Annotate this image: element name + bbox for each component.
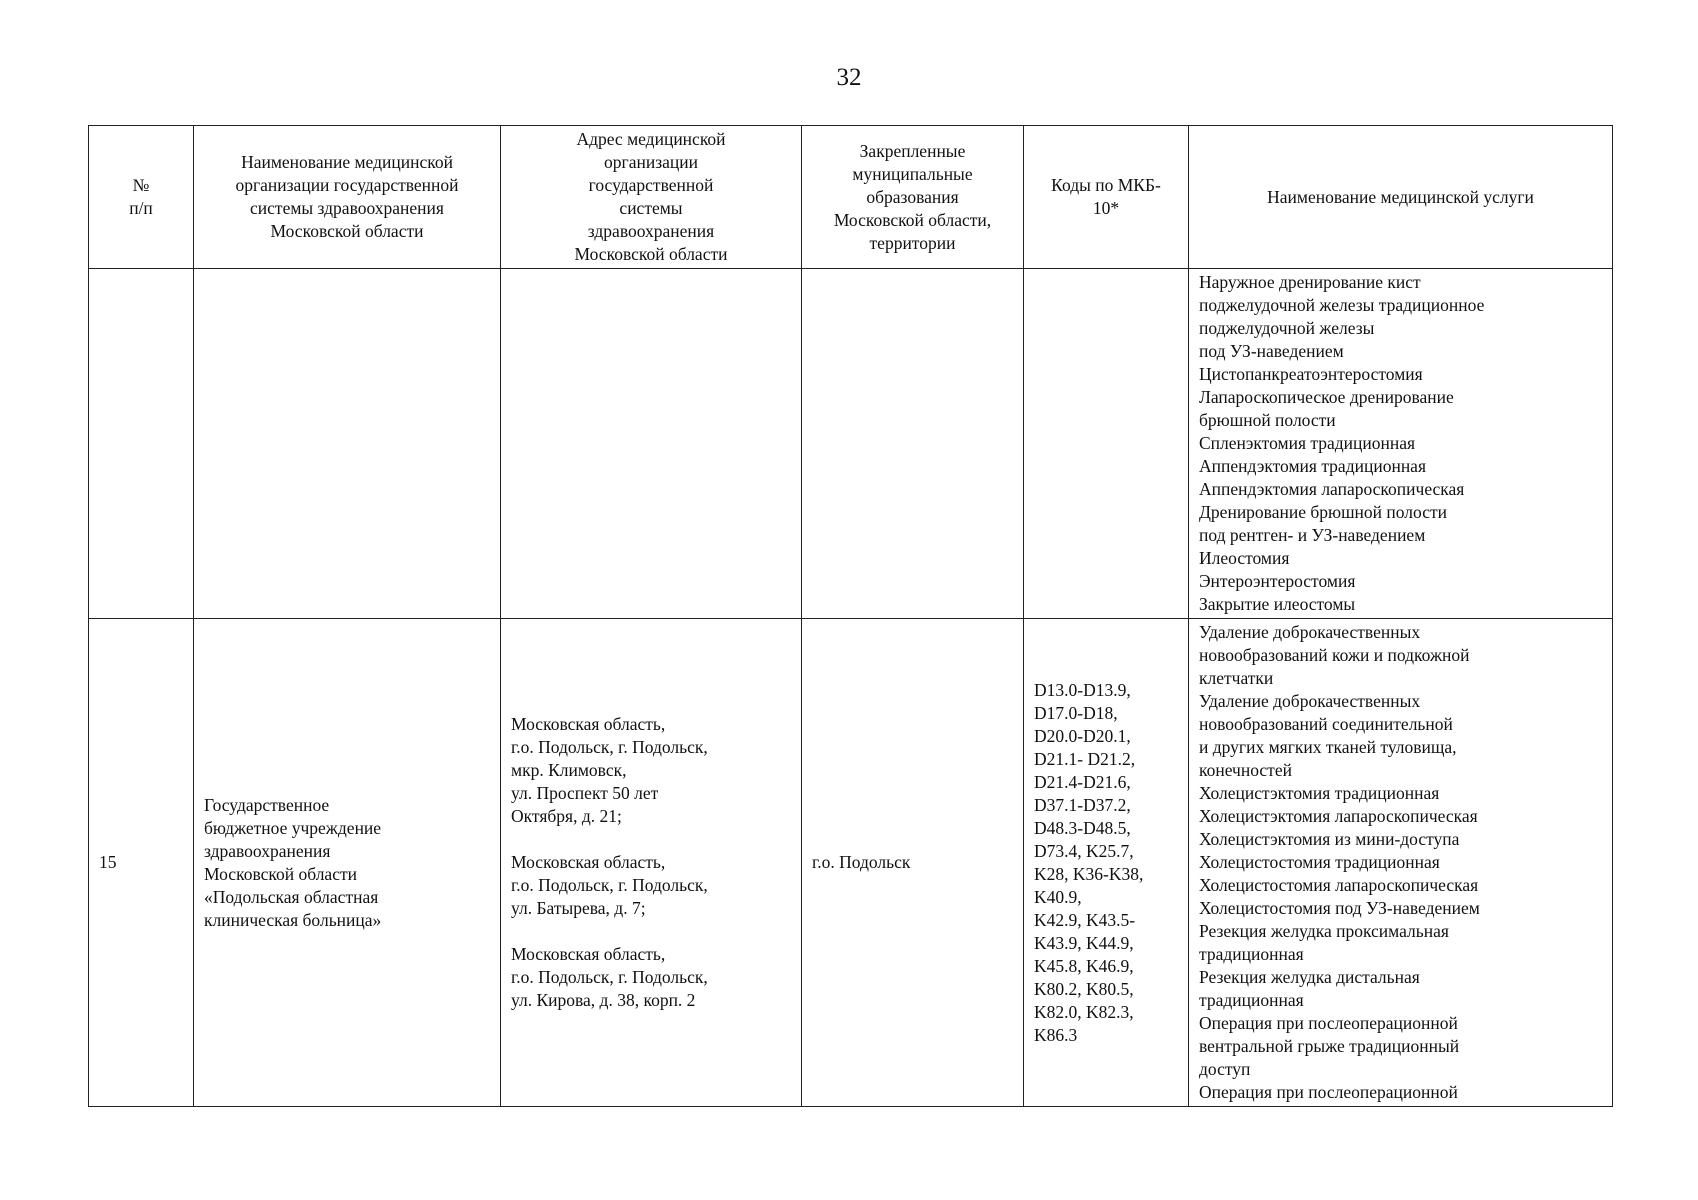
icd-code-line: K42.9, K43.5-	[1034, 909, 1136, 930]
service-line: поджелудочной железы	[1199, 318, 1375, 338]
service-line: Закрытие илеостомы	[1199, 594, 1356, 614]
service-line: Операция при послеоперационной	[1199, 1082, 1458, 1102]
service-line: Операция при послеоперационной	[1199, 1013, 1458, 1033]
service-line: новообразований кожи и подкожной	[1199, 645, 1470, 665]
service-line: Илеостомия	[1199, 548, 1290, 568]
header-codes: Коды по МКБ- 10*	[1024, 126, 1189, 269]
page-number: 32	[836, 64, 862, 91]
service-line: Холецистостомия под УЗ-наведением	[1199, 898, 1480, 918]
cell-services-continuation	[1189, 269, 1613, 619]
service-line: под УЗ-наведением	[1199, 341, 1344, 361]
header-address: Адрес медицинской организации государственной системы здравоохранения Московской области	[501, 126, 802, 269]
service-line: Дренирование брюшной полости	[1199, 502, 1447, 522]
service-line: Холецистэктомия лапароскопическая	[1199, 806, 1478, 826]
service-line: доступ	[1199, 1059, 1251, 1079]
cell-num: 15	[89, 619, 194, 1107]
cell-org-empty	[194, 269, 501, 619]
cell-icd-codes	[1024, 619, 1189, 1107]
icd-code-line: K82.0, K82.3,	[1034, 1001, 1134, 1022]
service-line: Аппендэктомия традиционная	[1199, 456, 1426, 476]
cell-num-empty	[89, 269, 194, 619]
icd-code-line: D21.1- D21.2,	[1034, 748, 1136, 769]
service-line: поджелудочной железы традиционное	[1199, 295, 1485, 315]
icd-code-line: K40.9,	[1034, 886, 1082, 907]
icd-code-line: D37.1-D37.2,	[1034, 794, 1131, 815]
service-line: конечностей	[1199, 760, 1292, 780]
service-line: вентральной грыже традиционный	[1199, 1036, 1460, 1056]
icd-code-line: K43.9, K44.9,	[1034, 932, 1134, 953]
service-line: брюшной полости	[1199, 410, 1336, 430]
icd-code-line: K80.2, K80.5,	[1034, 978, 1134, 999]
icd-code-line: K28, K36-K38,	[1034, 863, 1144, 884]
cell-municipal: г.о. Подольск	[802, 619, 1024, 1107]
header-num: № п/п	[89, 126, 194, 269]
table-header-row	[89, 126, 1613, 269]
cell-services	[1189, 619, 1613, 1107]
icd-code-line: D20.0-D20.1,	[1034, 725, 1131, 746]
service-line: клетчатки	[1199, 668, 1274, 688]
icd-code-line: D17.0-D18,	[1034, 702, 1118, 723]
service-line: Холецистэктомия из мини-доступа	[1199, 829, 1460, 849]
cell-municipal-empty	[802, 269, 1024, 619]
icd-code-line: D21.4-D21.6,	[1034, 771, 1131, 792]
service-line: Удаление доброкачественных	[1199, 622, 1421, 642]
service-line: и других мягких тканей туловища,	[1199, 737, 1457, 757]
icd-code-line: D48.3-D48.5,	[1034, 817, 1131, 838]
service-line: Холецистэктомия традиционная	[1199, 783, 1440, 803]
service-line: Аппендэктомия лапароскопическая	[1199, 479, 1465, 499]
service-line: Удаление доброкачественных	[1199, 691, 1421, 711]
cell-address: Московская область, г.о. Подольск, г. Подольск, мкр. Климовск, ул. Проспект 50 лет Октября, д. 21; Московская область, г.о. Подольск, г. Подольск, ул. Батырева, д. 7; Московская область, г.о. Подольск, г. Подольск, ул. Кирова, д. 38, корп. 2	[501, 619, 802, 1107]
header-municipal: Закрепленные муниципальные образования Московской области, территории	[802, 126, 1024, 269]
service-line: традиционная	[1199, 944, 1304, 964]
service-line: Цистопанкреатоэнтеростомия	[1199, 364, 1423, 384]
icd-code-line: D13.0-D13.9,	[1034, 679, 1131, 700]
table-row-continuation	[89, 269, 1613, 619]
cell-codes-empty	[1024, 269, 1189, 619]
service-line: Холецистостомия лапароскопическая	[1199, 875, 1479, 895]
cell-org-name: Государственное бюджетное учреждение здравоохранения Московской области «Подольская областная клиническая больница»	[194, 619, 501, 1107]
service-line: Резекция желудка дистальная	[1199, 967, 1420, 987]
header-org: Наименование медицинской организации государственной системы здравоохранения Московской области	[194, 126, 501, 269]
table-row	[89, 619, 1613, 1107]
service-line: Холецистостомия традиционная	[1199, 852, 1440, 872]
service-line: Энтероэнтеростомия	[1199, 571, 1356, 591]
icd-code-line: K45.8, K46.9,	[1034, 955, 1134, 976]
service-line: традиционная	[1199, 990, 1304, 1010]
icd-code-line: D73.4, K25.7,	[1034, 840, 1134, 861]
service-line: Резекция желудка проксимальная	[1199, 921, 1449, 941]
service-line: новообразований соединительной	[1199, 714, 1453, 734]
medical-services-table	[88, 125, 1613, 1107]
header-service: Наименование медицинской услуги	[1189, 126, 1613, 269]
icd-code-line: K86.3	[1034, 1024, 1078, 1045]
service-line: под рентген- и УЗ-наведением	[1199, 525, 1426, 545]
service-line: Спленэктомия традиционная	[1199, 433, 1416, 453]
service-line: Наружное дренирование кист	[1199, 272, 1421, 292]
cell-address-empty	[501, 269, 802, 619]
service-line: Лапароскопическое дренирование	[1199, 387, 1454, 407]
